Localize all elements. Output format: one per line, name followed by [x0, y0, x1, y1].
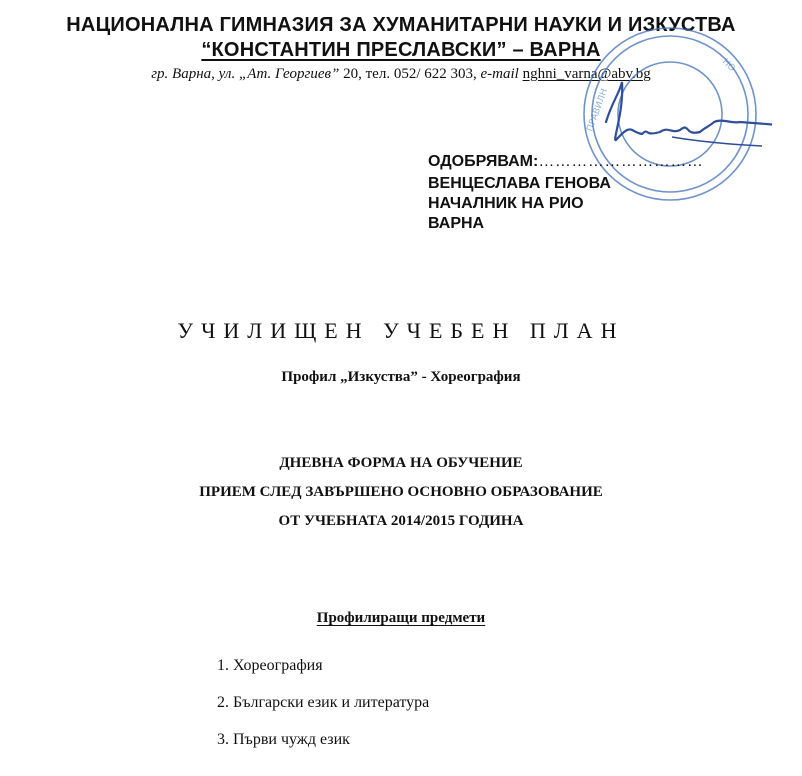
list-item-label: Първи чужд език	[233, 731, 350, 748]
list-item-number: 2.	[217, 694, 229, 711]
email-link[interactable]: nghni_varna@abv.bg	[522, 66, 651, 82]
approver-position: НАЧАЛНИК НА РИО	[428, 195, 584, 212]
approver-name: ВЕНЦЕСЛАВА ГЕНОВА	[428, 175, 611, 192]
education-form: ДНЕВНА ФОРМА НА ОБУЧЕНИЕ	[279, 455, 523, 471]
approval-line	[428, 153, 703, 171]
school-year: ОТ УЧЕБНАТА 2014/2015 ГОДИНА	[278, 513, 524, 529]
email-label: e-mail	[480, 66, 519, 82]
svg-text:ПРАВИЛН: ПРАВИЛН	[585, 87, 611, 134]
list-item-label: Хореография	[233, 657, 323, 674]
list-item	[207, 731, 350, 749]
list-item-number: 3.	[217, 731, 229, 748]
signature-dots: …………………………	[538, 153, 704, 170]
document-title: УЧИЛИЩЕН УЧЕБЕН ПЛАН	[177, 318, 625, 343]
approval-label: ОДОБРЯВАМ:	[428, 153, 539, 170]
list-item-label: Български език и литература	[233, 694, 430, 711]
list-item	[207, 657, 323, 675]
svg-text:НО: НО	[719, 57, 737, 74]
address-phone: 20, тел. 052/ 622 303,	[339, 66, 481, 82]
admission-type: ПРИЕМ СЛЕД ЗАВЪРШЕНО ОСНОВНО ОБРАЗОВАНИЕ	[199, 484, 603, 500]
school-subtitle: “КОНСТАНТИН ПРЕСЛАВСКИ” – ВАРНА	[201, 39, 601, 61]
list-item-number: 1.	[217, 657, 229, 674]
approver-city: ВАРНА	[428, 215, 485, 232]
address-street: гр. Варна, ул. „Ат. Георгиев”	[151, 66, 340, 82]
school-name: НАЦИОНАЛНА ГИМНАЗИЯ ЗА ХУМАНИТАРНИ НАУКИ И ИЗКУСТВА	[66, 14, 736, 36]
subjects-heading: Профилиращи предмети	[316, 610, 486, 626]
list-item	[207, 694, 429, 712]
document-profile: Профил „Изкуства” - Хореография	[281, 369, 521, 385]
